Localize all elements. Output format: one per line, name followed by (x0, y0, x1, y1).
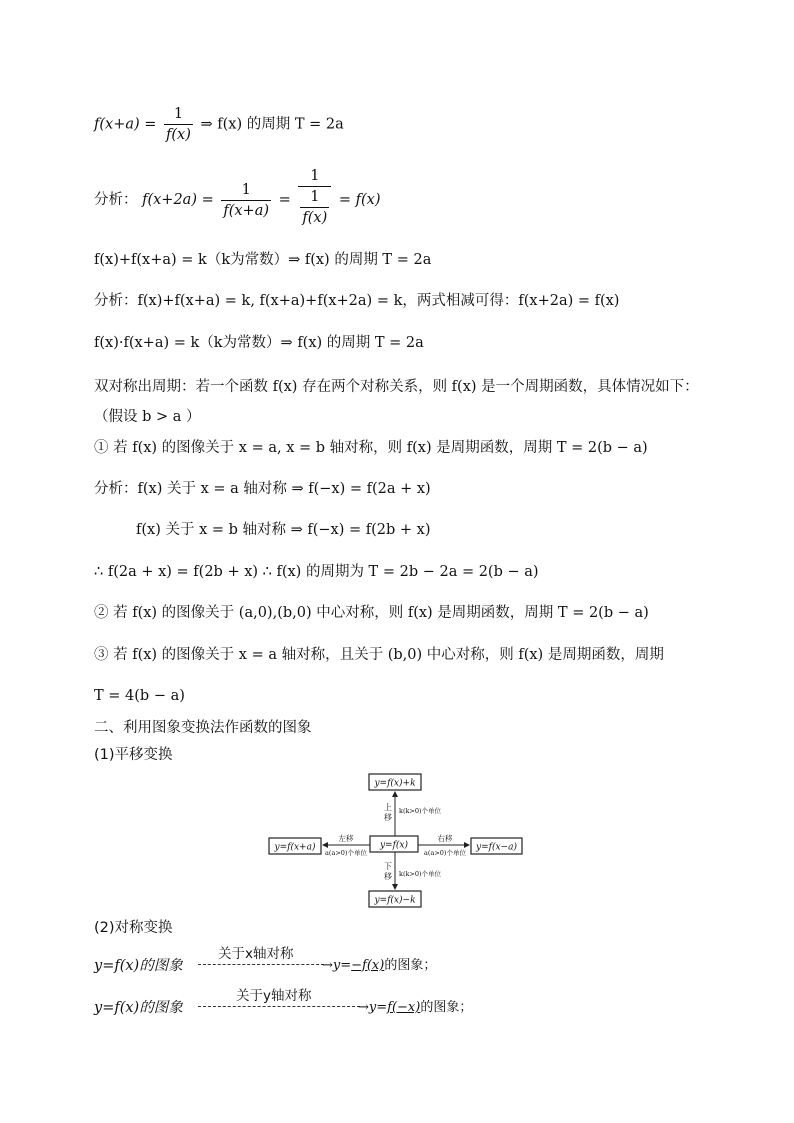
up-condition: k(k>0)个单位 (399, 807, 442, 815)
bottom-box-label: y=f(x)−k (374, 895, 416, 906)
case1-line: ① 若 f(x) 的图像关于 x = a, x = b 轴对称，则 f(x) 是周期函数，周期 T = 2(b − a) (94, 440, 648, 456)
up-label-2: 移 (384, 813, 392, 822)
center-box-label: y=f(x) (379, 840, 409, 851)
rule2-line: f(x)+f(x+a) = k（k为常数）⇒ f(x) 的周期 T = 2a (94, 252, 432, 268)
row1-dashed-arrow (198, 964, 324, 965)
analysis1-line (94, 166, 380, 228)
section2-heading: 二、利用图象变换法作函数的图象 (94, 720, 312, 736)
analysis2-line: 分析：f(x)+f(x+a) = k, f(x+a)+f(x+2a) = k，两式相减可得：f(x+2a) = f(x) (94, 293, 620, 309)
row2-end-underlined: f(−x) (387, 1000, 421, 1015)
analysis1-frac2-den-den: f(x) (302, 210, 328, 226)
right-condition: a(a>0)个单位 (424, 849, 466, 857)
analysis1-rhs: = f(x) (338, 192, 381, 208)
analysis1-frac2-num: 1 (298, 166, 331, 187)
symmetry-subheading: (2)对称变换 (94, 920, 173, 936)
case1-conclusion: ∴ f(2a + x) = f(2b + x) ∴ f(x) 的周期为 T = 2b − 2a = 2(b − a) (94, 564, 539, 580)
left-box-label: y=f(x+a) (274, 842, 316, 853)
case3-line: ③ 若 f(x) 的图像关于 x = a 轴对称，且关于 (b,0) 中心对称，则 f(x) 是周期函数，周期 (94, 647, 664, 663)
analysis1-eq: = (278, 192, 291, 208)
left-label: 左移 (338, 834, 354, 843)
translation-subheading: (1)平移变换 (94, 747, 173, 763)
rule3-line: f(x)·f(x+a) = k（k为常数）⇒ f(x) 的周期 T = 2a (94, 335, 424, 351)
analysis1-frac1-num: 1 (221, 180, 271, 201)
row1-end-pre: →y= (322, 958, 352, 973)
rule1-frac-den: f(x) (166, 127, 191, 143)
analysis1-frac2-den-num: 1 (300, 187, 329, 208)
rule1-line (94, 104, 344, 145)
row1-end (322, 954, 436, 973)
symmetry-row-y-axis (94, 984, 534, 1014)
row1-end-underlined: −f(x) (351, 958, 385, 973)
symmetry-row-x-axis (94, 942, 514, 972)
row1-transform-label: 关于x轴对称 (218, 946, 294, 962)
analysis1-frac1-den: f(x+a) (223, 202, 270, 219)
analysis1-frac2-den (298, 187, 331, 228)
analysis1-fraction-1 (221, 180, 271, 221)
case3-period: T = 4(b − a) (94, 688, 185, 704)
row2-end-post: 的图象； (420, 1000, 473, 1015)
translation-diagram (268, 772, 524, 910)
up-label-1: 上 (384, 803, 392, 812)
analysis1-label: 分析： (94, 192, 138, 208)
left-condition: a(a>0)个单位 (325, 849, 367, 857)
analysis1-lhs: f(x+2a) = (142, 192, 214, 208)
case1-analysis-a: 分析：f(x) 关于 x = a 轴对称 ⇒ f(−x) = f(2a + x) (94, 481, 431, 497)
down-label-1: 下 (384, 862, 392, 871)
row1-end-post: 的图象； (384, 958, 437, 973)
right-label: 右移 (437, 834, 453, 843)
row2-end-pre: →y= (358, 1000, 388, 1015)
row1-start: y=f(x)的图象 (94, 958, 183, 974)
top-box-label: y=f(x)+k (374, 778, 416, 789)
rule1-fraction (164, 104, 193, 145)
row2-transform-label: 关于y轴对称 (236, 988, 312, 1004)
case2-line: ② 若 f(x) 的图像关于 (a,0),(b,0) 中心对称，则 f(x) 是周期函数，周期 T = 2(b − a) (94, 605, 649, 621)
right-box-label: y=f(x−a) (476, 842, 517, 853)
rule1-rhs: ⇒ f(x) 的周期 T = 2a (200, 116, 344, 133)
row2-end (358, 996, 472, 1015)
double-symmetry-intro: 双对称出周期：若一个函数 f(x) 存在两个对称关系，则 f(x) 是一个周期函数，具体情况如下： (94, 379, 699, 395)
rule1-lhs: f(x+a) = (94, 116, 157, 133)
row2-start: y=f(x)的图象 (94, 1000, 183, 1016)
rule1-frac-num: 1 (164, 104, 193, 125)
row2-dashed-arrow (198, 1006, 360, 1007)
case1-analysis-b: f(x) 关于 x = b 轴对称 ⇒ f(−x) = f(2b + x) (136, 522, 431, 538)
down-label-2: 移 (384, 872, 392, 881)
assumption-line: （假设 b > a ） (94, 409, 201, 425)
analysis1-fraction-2 (298, 166, 331, 228)
down-condition: k(k>0)个单位 (399, 870, 442, 878)
